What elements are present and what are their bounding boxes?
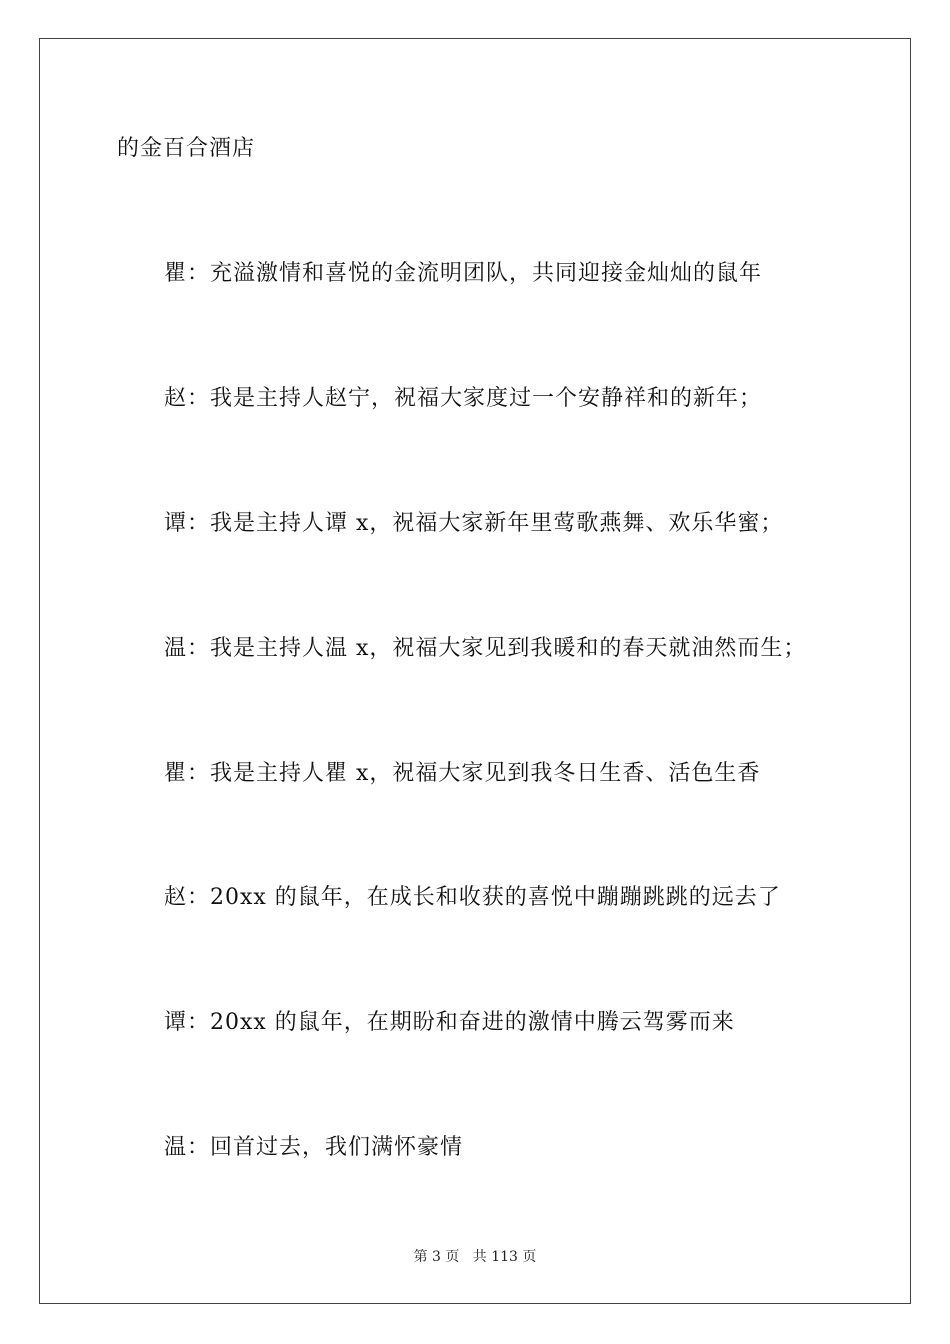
- page-number: 第 3 页: [413, 1249, 460, 1265]
- page-border: [39, 38, 911, 1304]
- continued-line: 的金百合酒店: [117, 136, 256, 161]
- page-total: 共 113 页: [472, 1249, 537, 1265]
- paragraph-8: 温：回首过去，我们满怀豪情: [164, 1135, 464, 1160]
- paragraph-1: 瞿：充溢激情和喜悦的金流明团队，共同迎接金灿灿的鼠年: [164, 261, 763, 286]
- paragraph-3: 谭：我是主持人谭 x，祝福大家新年里莺歌燕舞、欢乐华蜜；: [164, 511, 784, 536]
- footer-spacer: [459, 1249, 472, 1265]
- paragraph-5: 瞿：我是主持人瞿 x，祝福大家见到我冬日生香、活色生香: [164, 761, 761, 786]
- paragraph-2: 赵：我是主持人赵宁，祝福大家度过一个安静祥和的新年；: [164, 386, 763, 411]
- paragraph-7: 谭：20xx 的鼠年，在期盼和奋进的激情中腾云驾雾而来: [164, 1010, 735, 1035]
- page-footer: [0, 1247, 950, 1267]
- paragraph-6: 赵：20xx 的鼠年，在成长和收获的喜悦中蹦蹦跳跳的远去了: [164, 885, 781, 910]
- paragraph-4: 温：我是主持人温 x，祝福大家见到我暖和的春天就油然而生；: [164, 636, 807, 661]
